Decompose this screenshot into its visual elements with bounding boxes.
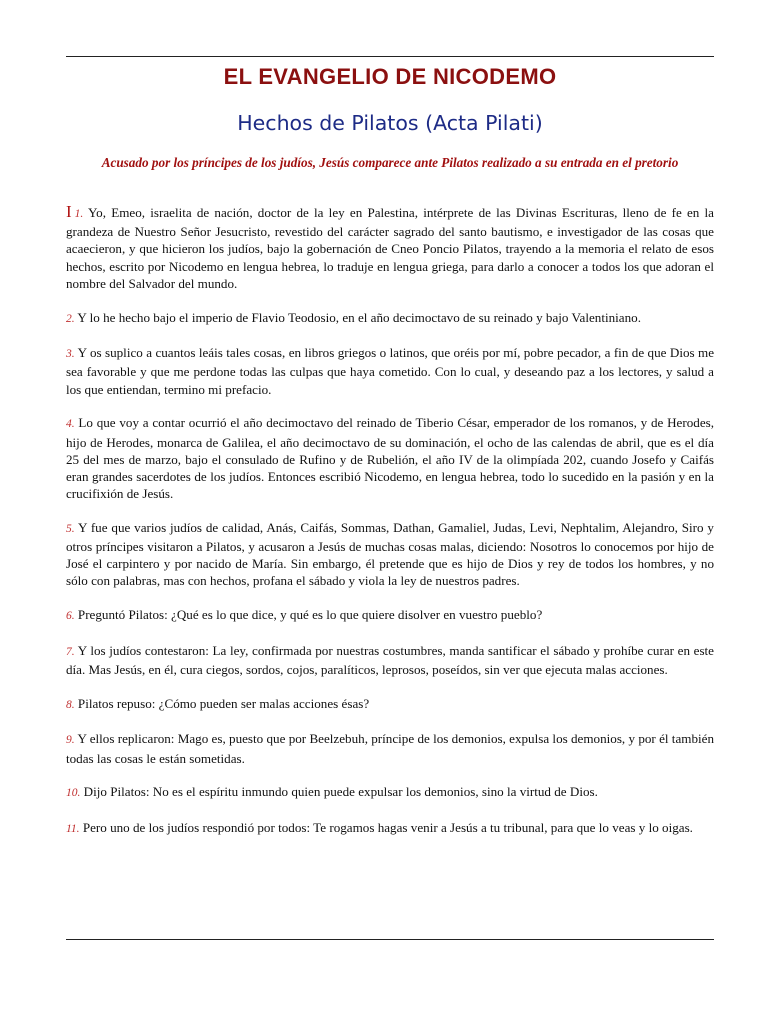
- paragraph: [66, 642, 714, 678]
- verse-number: 8.: [66, 698, 75, 711]
- document-subtitle: Hechos de Pilatos (Acta Pilati): [237, 111, 543, 135]
- paragraph: [66, 519, 714, 590]
- paragraph: [66, 695, 714, 714]
- top-divider: [66, 56, 714, 57]
- paragraph-text: Y lo he hecho bajo el imperio de Flavio Teodosio, en el año decimoctavo de su reinado y bajo Valentiniano.: [77, 309, 641, 325]
- verse-number: 10.: [66, 787, 81, 800]
- verse-number: 1.: [74, 208, 84, 220]
- verse-number: 3.: [66, 348, 75, 361]
- paragraph-text: Y os suplico a cuantos leáis tales cosas, en libros griegos o latinos, que oréis por mí, pobre pecador, a fin de que Dios me sea favorable y que me perdone todas las culpas que haya cometido. Con lo cual, y deseando paz a los lectores, y salud a los que entiendan, termino mi prefacio.: [66, 345, 715, 397]
- paragraph: [66, 344, 714, 398]
- paragraph: [66, 783, 714, 802]
- paragraph-text: Y ellos replicaron: Mago es, puesto que por Beelzebuh, príncipe de los demonios, expulsa los demonios, y por él también todas las cosas le están sometidas.: [66, 731, 714, 766]
- paragraph-text: Y fue que varios judíos de calidad, Anás, Caifás, Sommas, Dathan, Gamaliel, Judas, Levi, Nephtalim, Alejandro, Siro y otros príncipes visitaron a Pilatos, y acusaron a Jesús de muchas cosas malas, diciendo: Nosotros lo conocemos por hijo de José el carpintero y por nacido de María. Sin embargo, él pretende que es hijo de Dios y rey de todos los hombres, y no sólo con palabras, mas con hechos, profana el sábado y viola la ley de nuestros padres.: [66, 519, 714, 589]
- bottom-divider: [66, 939, 714, 940]
- paragraph: [66, 203, 714, 292]
- paragraph: [66, 730, 714, 766]
- verse-number: 7.: [66, 645, 75, 658]
- document-title: EL EVANGELIO DE NICODEMO: [223, 64, 557, 89]
- paragraph: [66, 819, 714, 838]
- paragraph-text: Dijo Pilatos: No es el espíritu inmundo quien puede expulsar los demonios, sino la virtud de Dios.: [83, 784, 598, 800]
- paragraph: [66, 309, 714, 328]
- verse-number: 6.: [66, 610, 75, 623]
- verse-number: 2.: [66, 312, 75, 325]
- section-heading: Acusado por los príncipes de los judíos, Jesús comparece ante Pilatos realizado a su entrada en el pretorio: [101, 155, 679, 170]
- paragraph-text: Pero uno de los judíos respondió por todos: Te rogamos hagas venir a Jesús a tu tribunal, para que lo veas y lo oigas.: [82, 820, 693, 836]
- paragraph-text: Lo que voy a contar ocurrió el año decimoctavo del reinado de Tiberio César, emperador de los romanos, y de Herodes, hijo de Herodes, monarca de Galilea, el año decimoctavo de su dominación, el ocho de las calendas de abril, que es el día 25 del mes de marzo, bajo el consulado de Rufino y de Rubelión, el año IV de la olimpíada 202, cuando Josefo y Caifás eran grandes sacerdotes de los judíos. Entonces escribió Nicodemo, en lengua hebrea, todo lo sucedido en la pasión y en la crucifixión de Jesús.: [66, 415, 714, 502]
- paragraph-text: Pilatos repuso: ¿Cómo pueden ser malas acciones ésas?: [77, 695, 370, 711]
- document-page: [66, 0, 714, 1024]
- paragraph-text: Yo, Emeo, israelita de nación, doctor de la ley en Palestina, intérprete de las Divinas Escrituras, lleno de fe en la grandeza de Nuestro Señor Jesucristo, revestido del carácter sagrado del santo bautismo, e investigador de las cosas que acaecieron, y que hicieron los judíos, bajo la gobernación de Cneo Poncio Pilatos, trayendo a la memoria el relato de esos hechos, escrito por Nicodemo en lengua hebrea, lo traduje en lengua griega, para darlo a conocer a todos los que adoran el nombre del Salvador del mundo.: [66, 205, 714, 291]
- verse-number: 5.: [66, 522, 75, 535]
- chapter-marker: I: [66, 202, 72, 221]
- verse-number: 11.: [66, 823, 80, 836]
- document-body: [66, 203, 714, 855]
- paragraph-text: Y los judíos contestaron: La ley, confirmada por nuestras costumbres, manda santificar el sábado y prohíbe curar en este día. Mas Jesús, en él, cura ciegos, sordos, cojos, paralíticos, leprosos, poseídos, sin ver que ejecuta malas acciones.: [66, 642, 714, 678]
- paragraph: [66, 414, 714, 502]
- verse-number: 9.: [66, 734, 75, 747]
- verse-number: 4.: [66, 418, 75, 431]
- paragraph: [66, 606, 714, 625]
- paragraph-text: Preguntó Pilatos: ¿Qué es lo que dice, y qué es lo que quiere disolver en vuestro pueblo?: [77, 607, 543, 623]
